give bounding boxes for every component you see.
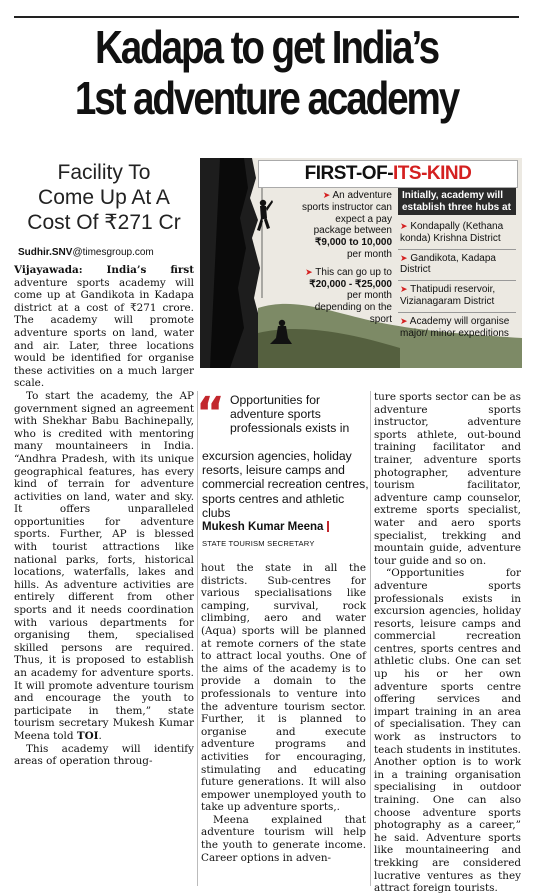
pay-note-2-post: per month depending on the sport [314,290,392,325]
article-column-1 [14,264,194,768]
headline-line-2: 1st adventure academy [74,72,459,124]
publication-name: TOI [76,729,99,742]
top-rule [14,16,519,18]
arrow-icon: ➤ [400,284,408,295]
col2-paragraph-1: hout the state in all the districts. Sub-centres for various specialisations like camping, survival, rock climbing, aero and water (Aqua) sports will be planned at remote corners of the state to attract local youths. One of the aims of the academy is to provide a domain to the professionals to venture into the adventure tourism sector. Further, it is planned to organise and execute adventure programs and activities for encouraging, stimulating and educating future generations. It will also empower unemployed youth to take up adventure sports,. [201,562,366,814]
infographic-title [258,160,518,188]
pay-note-2-pre: This can go up to [315,266,392,278]
article-column-3 [374,391,521,895]
col1-p1-text: adventure sports academy will come up at Gandikota in Kadapa district at a cost of ₹271 crore. The academy will promote adventure sports on land, water and air. Later, three locations would be identified for organise these activities on a much larger scale. [14,276,194,390]
hub-item-text: Gandikota, Kadapa District [400,252,496,276]
byline-email: @timesgroup.com [72,247,154,258]
infographic-title-part1: FIRST-OF- [304,163,394,184]
hub-item [398,313,516,344]
deck-line-2: Come Up At A [38,186,170,209]
infographic-title-part2: ITS-KIND [393,163,472,184]
hub-item [398,218,516,250]
quote-mark-icon: “ [196,388,225,439]
arrow-icon: ➤ [400,252,408,263]
hub-item-text: Thatipudi reservoir, Vizianagaram District [400,284,496,307]
deck-line-1: Facility To [57,161,151,184]
hub-item [398,281,516,313]
pull-quote [196,388,369,555]
headline-line-1: Kadapa to get India’s [94,21,439,73]
hub-item-text: Kondapally (Kethana konda) Krishna District [400,221,504,244]
deck-line-3: Cost Of ₹271 Cr [27,211,181,234]
arrow-icon: ➤ [322,190,331,200]
col3-paragraph-2: “Opportunities for adventure sports professionals exists in excursion agencies, holiday resorts, leisure camps and commercial recreation centres, sports centres and athletic clubs. One can set up his or her own adventure sports centre offering services and impart training in an area of specialisation. They can work as instructors to teach students in institutes. Another option is to work in a training organisation specialising in outdoor training. One can also choose adventure sports photography as a career,” he said. Adventure sports like mountaineering and trekking are considered lucrative ventures as they attract foreign tourists. [374,567,521,895]
pay-note-2 [300,267,392,326]
dateline: Vijayawada: India’s first [14,264,194,276]
quote-author-name: Mukesh Kumar Meena [202,521,324,533]
pay-note-1-pre: An adventure sports instructor can expect a pay package between [301,190,392,237]
pay-package-notes [300,190,392,332]
hub-item [398,250,516,282]
headline [51,22,482,124]
quote-text-top: Opportunities for adventure sports professionals exists in [230,393,350,436]
deck [14,160,194,235]
quote-author [202,521,329,533]
col1-paragraph-1 [14,264,194,390]
col2-paragraph-2: Meena explained that adventure tourism will help the youth to generate income. Career options in adven- [201,813,366,864]
arrow-icon: ➤ [400,315,408,326]
col1-p2-text: To start the academy, the AP government signed an agreement with Shekhar Babu Bachinepally, who is credited with mentoring many mountaineers in India. “Andhra Pradesh, with its unique geographical features, has every kind of terrain for adventure activities on land, water and sky. It offers unparalleled opportunities for adventure sports. Further, AP is blessed with tourist attractions like national parks, forts, historical locations, waterfalls, lakes and hills. As adventure activities are entirely different from other sports and it needs coordination with various departments for organising them, specialised skilled persons are required. Thus, it is proposed to establish an academy for adventure sports. It will promote adventure tourism and encourage the youth to participate in them,” state tourism secretary Mukesh Kumar Meena told [14,389,194,742]
pay-note-2-amount: ₹20,000 - ₹25,000 [309,278,392,290]
pay-note-1-amount: ₹9,000 to 10,000 [315,237,392,249]
article-column-2 [201,562,366,864]
hub-item-text: Academy will organise major/ minor expeditions [400,315,510,339]
byline [18,247,154,258]
col1-paragraph-2 [14,390,194,743]
pay-note-1-post: per month [346,248,392,260]
col1-paragraph-3: This academy will identify areas of operation throug- [14,742,194,768]
hubs-list [398,188,516,343]
col1-p2-end: . [98,729,102,742]
hubs-heading: Initially, academy will establish three hubs at [398,188,516,215]
quote-text-bottom: excursion agencies, holiday resorts, leisure camps and commercial recreation centres, sports centres and athletic clubs [202,449,369,520]
arrow-icon: ➤ [400,221,408,231]
quote-bar [327,521,329,532]
column-divider [370,391,371,886]
arrow-icon: ➤ [305,266,313,277]
quote-author-role: STATE TOURISM SECRETARY [202,539,315,548]
col3-paragraph-1: ture sports sector can be as adventure sports instructor, adventure sports athlete, out-bound training facilitator and trainer, adventure sports photographer, adventure tourism facilitator, adventure camp counselor, extreme sports specialist, water and aero sports specialist, trekking and mountain guide, adventure tour guide and so on. [374,391,521,567]
byline-name: Sudhir.SNV [18,247,73,258]
pay-note-1 [300,190,392,261]
